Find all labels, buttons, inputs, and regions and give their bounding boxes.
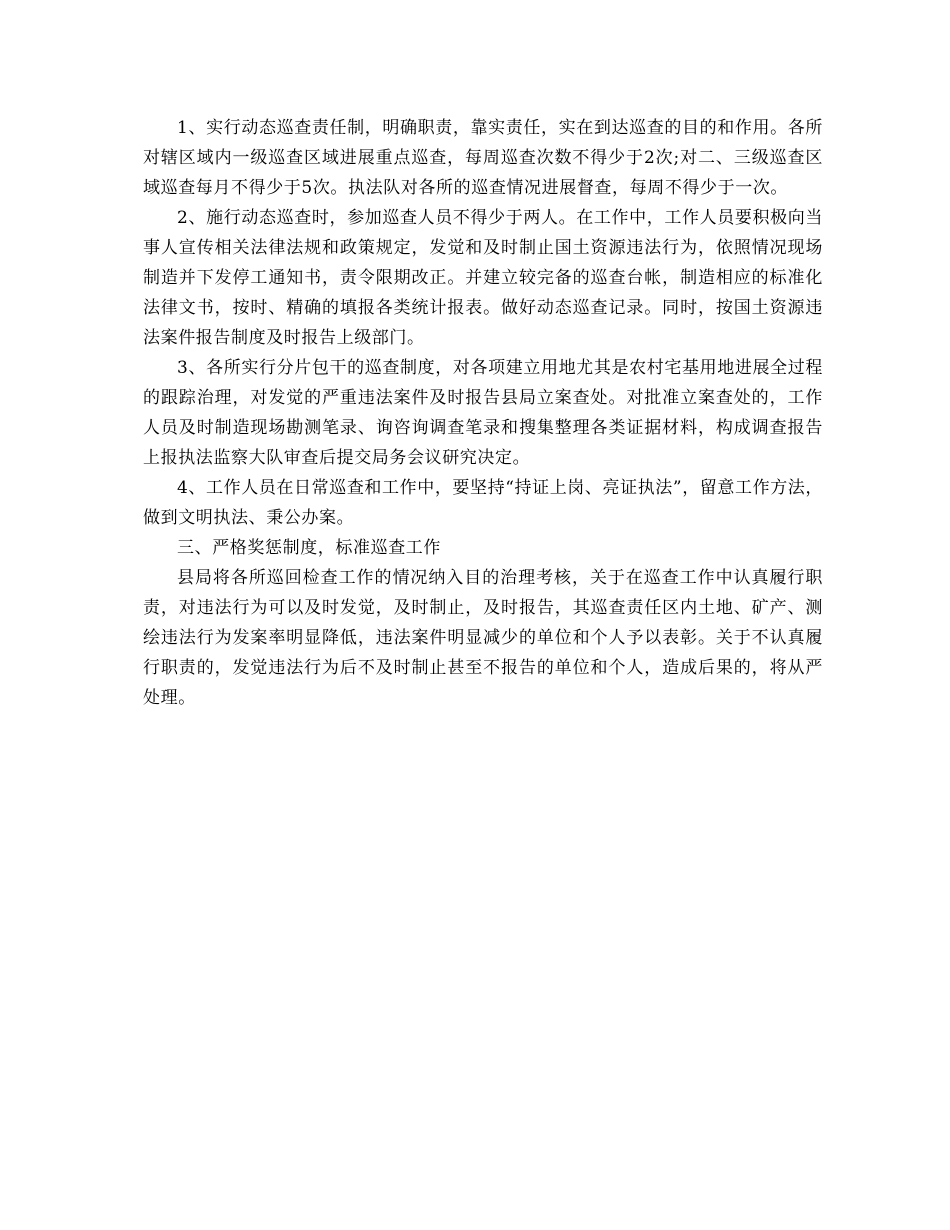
paragraph-rewards-penalties: 县局将各所巡回检查工作的情况纳入目的治理考核，关于在巡查工作中认真履行职责，对违法行为可以及时发觉，及时制止，及时报告，其巡查责任区内土地、矿产、测绘违法行为发案率明显降低，违法案件明显减少的单位和个人予以表彰。关于不认真履行职责的，发觉违法行为后不及时制止甚至不报告的单位和个人，造成后果的，将从严处理。 [143, 568, 823, 708]
paragraph-certified-enforcement: 4、工作人员在日常巡查和工作中，要坚持“持证上岗、亮证执法”，留意工作方法，做到文明执法、秉公办案。 [143, 478, 823, 528]
paragraph-zone-contract: 3、各所实行分片包干的巡查制度，对各项建立用地尤其是农村宅基用地进展全过程的跟踪治理，对发觉的严重违法案件及时报告县局立案查处。对批准立案查处的，工作人员及时制造现场勘测笔录、询咨询调查笔录和搜集整理各类证据材料，构成调查报告上报执法监察大队审查后提交局务会议研究决定。 [143, 358, 823, 468]
paragraph-patrol-responsibility: 1、实行动态巡查责任制，明确职责，靠实责任，实在到达巡查的目的和作用。各所对辖区域内一级巡查区域进展重点巡查，每周巡查次数不得少于2次;对二、三级巡查区域巡查每月不得少于5次。执法队对各所的巡查情况进展督查，每周不得少于一次。 [143, 118, 823, 198]
document-body [143, 113, 823, 713]
section-heading: 三、严格奖惩制度，标准巡查工作 [177, 538, 441, 558]
paragraph-patrol-personnel: 2、施行动态巡查时，参加巡查人员不得少于两人。在工作中，工作人员要积极向当事人宣传相关法律法规和政策规定，发觉和及时制止国土资源违法行为，依照情况现场制造并下发停工通知书，责令限期改正。并建立较完备的巡查台帐，制造相应的标准化法律文书，按时、精确的填报各类统计报表。做好动态巡查记录。同时，按国土资源违法案件报告制度及时报告上级部门。 [143, 208, 823, 348]
